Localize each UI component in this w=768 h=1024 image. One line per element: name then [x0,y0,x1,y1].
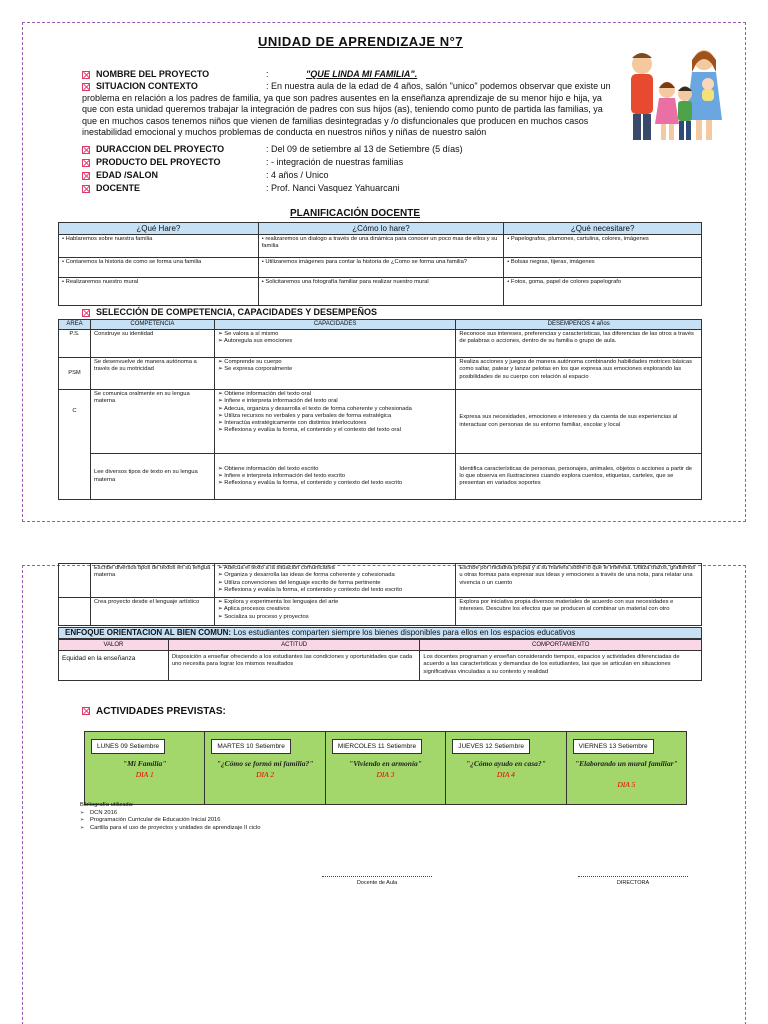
day-column [567,732,686,804]
planificacion-title: PLANIFICACIÓN DOCENTE [290,208,420,219]
enfoque-comportamiento: Los docentes programan y enseñan considerando tiempos, espacios y actividades diferenciadas de acuerdo a las características y demandas de los estudiantes, las que se articulan en situaciones significativas vinculadas a su contexto y realidad [420,651,702,681]
enfoque-title: ENFOQUE ORIENTACION AL BIEN COMUN: [65,628,232,637]
comp-header: DESEMPEÑOS 4 años [456,320,702,330]
info-row-situacion [82,80,611,92]
actividades-title: ACTIVIDADES PREVISTAS: [82,706,226,717]
duracion-value: : Del 09 de setiembre al 13 de Setiembre (5 días) [266,144,463,154]
plan-cell: • Fotos, goma, papel de colores papelografo [504,278,702,306]
plan-cell: • Solicitaremos una fotografía familiar para realizar nuestro mural [258,278,504,306]
comp-header: COMPETENCIA [90,320,214,330]
day-label: VIERNES 13 Setiembre [573,739,654,754]
enfoque-text: Los estudiantes comparten siempre los bienes disponibles para ellos en los espacios educativos [231,628,576,637]
bibliografia-item: ➢ DCN 2016 [80,810,260,818]
signature-docente-label: Docente de Aula [356,880,398,886]
info-row-duracion [82,143,463,155]
comp-capacidades: ➢ Comprende su cuerpo ➢ Se expresa corporalmente [214,358,456,390]
document-title: UNIDAD DE APRENDIZAJE N°7 [258,34,464,49]
checkbox-bullet-icon [82,146,90,154]
day-theme: "¿Cómo se formó mi familia?" [216,759,314,768]
checkbox-bullet-icon [82,71,90,79]
checkbox-bullet-icon [82,83,90,91]
comp-competencia: Se desenvuelve de manera autónoma a través de su motricidad [90,358,214,390]
day-theme: "Elaborando un mural familiar" [574,759,678,768]
day-number: DIA 2 [256,770,275,779]
comp-header: AREA [59,320,91,330]
competencias-table [58,319,702,500]
edad-label: EDAD /SALON [96,170,159,180]
comp-desempeno: Reconoce sus intereses, preferencias y características, las diferencias de las otros a través de palabras o acciones, dentro de su familia o grupo de aula. [456,330,702,358]
day-number: DIA 1 [135,770,154,779]
day-number: DIA 3 [376,770,395,779]
plan-cell: • Contaremos la historia de como se forma una familia [59,258,259,278]
producto-value: : - integración de nuestras familias [266,157,404,167]
bibliografia-title: Bibliografía utilizada: [80,802,134,808]
comp-competencia: Se comunica oralmente en su lengua materna [90,390,214,454]
comp-header: CAPACIDADES [214,320,456,330]
info-row-edad [82,169,329,181]
enfoque-actitud: Disposición a enseñar ofreciendo a los estudiantes las condiciones y oportunidades que cada uno necesita para lograr los mismos resultados [168,651,420,681]
proyecto-value: "QUE LINDA MI FAMILIA". [306,69,418,79]
comp-competencia: Crea proyecto desde el lenguaje artístico [90,598,214,626]
enfoque-header: COMPORTAMIENTO [420,640,702,651]
checkbox-bullet-icon [82,185,90,193]
bibliografia-item: ➢ Cartilla para el uso de proyectos y unidades de aprendizaje II ciclo [80,825,260,833]
duracion-label: DURACCION DEL PROYECTO [96,144,225,154]
docente-value: : Prof. Nanci Vasquez Yahuarcani [266,183,400,193]
competencias-title: SELECCIÓN DE COMPETENCIA, CAPACIDADES Y DESEMPEÑOS [82,307,377,317]
info-row-docente [82,182,400,194]
plan-header: ¿Cómo lo hare? [258,223,504,235]
comp-capacidades: ➢ Explora y experimenta los lenguajes del arte ➢ Aplica procesos creativos ➢ Socializa su proceso y proyectos [214,598,456,626]
day-label: LUNES 09 Setiembre [91,739,165,754]
signature-docente [322,876,432,886]
enfoque-valor: Equidad en la enseñanza [59,651,169,681]
comp-competencia: Escribe diversos tipos de textos en su lengua materna [90,564,214,598]
comp-capacidades: ➢ Obtiene información del texto escrito ➢ Infiere e interpreta información del texto escrito ➢ Reflexiona y evalúa la forma, el contenido y contexto del texto escrito [214,454,456,500]
comp-desempeno: Expresa sus necesidades, emociones e intereses y da cuenta de sus experiencias al interactuar con personas de su entorno familiar, escolar y local [456,390,702,454]
day-number: DIA 5 [617,780,636,789]
enfoque-banner [58,627,702,639]
day-theme: "Viviendo en armonía" [349,759,422,768]
actividades-grid [84,731,687,805]
proyecto-label: NOMBRE DEL PROYECTO [96,69,210,79]
comp-capacidades: ➢ Obtiene información del texto oral ➢ Infiere e interpreta información del texto oral ➢ Adecua, organiza y desarrolla el texto de forma coherente y cohesionada ➢ Utiliza recursos no verbales y para verbales de forma estratégica ➢ Interactúa estratégicamente con distintos interlocutores ➢ Reflexiona y evalúa la forma, el contenido y el contexto del texto oral [214,390,456,454]
day-number: DIA 4 [496,770,515,779]
comp-desempeno: Realiza acciones y juegos de manera autónoma combinando habilidades motrices básicas como saltar, patear y lanzar pelotas en los que expresa sus emociones explorando las posibilidades de su cuerpo con relación al espacio [456,358,702,390]
comp-competencia: Construye su identidad [90,330,214,358]
checkbox-bullet-icon [82,159,90,167]
situacion-label: SITUACION CONTEXTO [96,81,198,91]
enfoque-header: VALOR [59,640,169,651]
comp-area: P.S. [59,330,91,358]
day-column [446,732,566,804]
competencias-continuation-table [58,563,702,626]
day-label: MIERCOLES 11 Setiembre [332,739,422,754]
plan-header: ¿Qué necesitare? [504,223,702,235]
planificacion-table [58,222,702,306]
comp-capacidades: ➢ Se valora a sí mismo ➢ Autoregula sus emociones [214,330,456,358]
plan-cell: • Utilizaremos imágenes para contar la historia de ¿Como se forma una familia? [258,258,504,278]
plan-cell: • Papelografos, plumones, cartulina, colores, imágenes [504,235,702,258]
checkbox-bullet-icon [82,172,90,180]
plan-cell: • realizaremos un dialogo a través de una dinámica para conocer un poco mas de ellos y su familia [258,235,504,258]
enfoque-header: ACTITUD [168,640,420,651]
day-column [85,732,205,804]
plan-cell: • Bolsas negras, tijeras, imágenes [504,258,702,278]
comp-area: C [59,390,91,500]
checkbox-bullet-icon [82,309,90,317]
signature-directora [578,876,688,886]
info-row-producto [82,156,403,168]
comp-desempeno: Identifica características de personas, personajes, animales, objetos o acciones a partir de lo que observa en ilustraciones cuando explora cuentos, etiquetas, carteles, que se presentan en variados soportes [456,454,702,500]
comp-area: PSM [59,358,91,390]
producto-label: PRODUCTO DEL PROYECTO [96,157,221,167]
bibliografia [80,802,260,832]
edad-value: : 4 años / Unico [266,170,329,180]
signature-directora-label: DIRECTORA [616,880,650,886]
day-label: MARTES 10 Setiembre [211,739,290,754]
info-row-proyecto: NOMBRE DEL PROYECTO : "QUE LINDA MI FAMILIA". [82,68,417,80]
day-column [326,732,446,804]
plan-header: ¿Qué Hare? [59,223,259,235]
day-label: JUEVES 12 Setiembre [452,739,530,754]
day-column [205,732,325,804]
comp-capacidades: ➢ Adecua el texto a la situación comunicativa ➢ Organiza y desarrolla las ideas de forma coherente y cohesionada ➢ Utiliza convenciones del lenguaje escrito de forma pertinente ➢ Reflexiona y evalúa la forma, el contenido y contexto del texto escrito [214,564,456,598]
day-theme: "Mi Familia" [122,759,167,768]
enfoque-table [58,639,702,681]
family-illustration [612,36,742,146]
day-theme: "¿Cómo ayudo en casa?" [466,759,546,768]
comp-competencia: Lee diversos tipos de texto en su lengua materna [90,454,214,500]
bibliografia-item: ➢ Programación Curricular de Educación Inicial 2016 [80,817,260,825]
situacion-first-line: : En nuestra aula de la edad de 4 años, salón "unico" podemos observar que existe un [266,81,611,91]
docente-label: DOCENTE [96,183,141,193]
comp-desempeno: Explora por iniciativa propia diversos materiales de acuerdo con sus necesidades e intereses. Descubre los efectos que se producen al combinar un material con otro [456,598,702,626]
plan-cell: • Realizaremos nuestro mural [59,278,259,306]
comp-desempeno: Escribe por iniciativa propia y a su manera sobre lo que le interesa. Utiliza trazos, grafismos u otras formas para expresar sus ideas y emociones a través de una nota, para relatar una vivencia o un cuento [456,564,702,598]
plan-cell: • Hablaremos sobre nuestra familia [59,235,259,258]
situacion-text: problema en relación a los padres de familia, ya que son padres ausentes en la enseñanza aprendizaje de su menor hijo e hija, ya que con esta unidad queremos trabajar la integración de padres con sus hijos (as), teniendo como punto de partida las familias, ya que en muchos casos tenemos niños que vienen de familias desintegradas y /o disfuncionales que producen en muchos casos inestabilidad emocional y muchos problemas de conducta en nuestros niños y niñas de nuestro salón [82,93,603,138]
checkbox-bullet-icon [82,707,90,715]
